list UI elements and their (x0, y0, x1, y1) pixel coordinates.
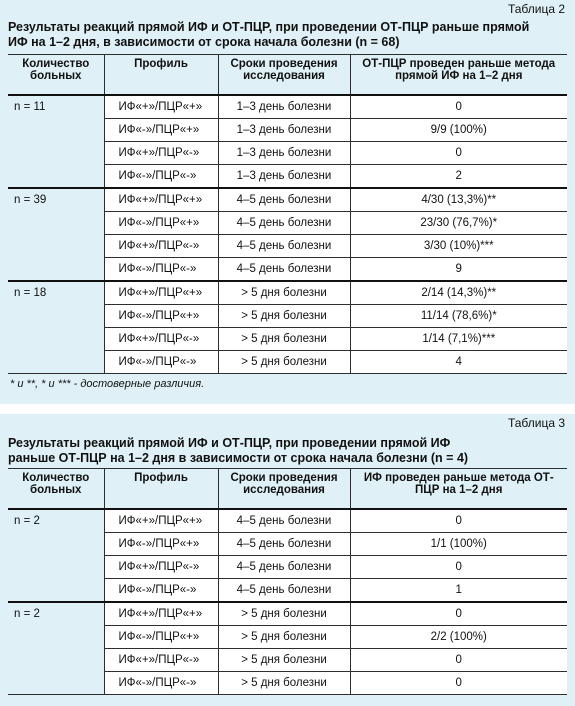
result-cell: 0 (350, 649, 567, 672)
profile-cell: ИФ«-»/ПЦР«-» (104, 351, 218, 374)
term-cell: > 5 дня болезни (218, 602, 350, 626)
profile-cell: ИФ«-»/ПЦР«+» (104, 305, 218, 328)
profile-cell: ИФ«+»/ПЦР«+» (104, 95, 218, 119)
profile-cell: ИФ«+»/ПЦР«+» (104, 188, 218, 212)
group-count-cell: n = 11 (8, 95, 104, 188)
table-row (8, 188, 567, 212)
result-cell: 9/9 (100%) (350, 119, 567, 142)
profile-cell: ИФ«-»/ПЦР«+» (104, 533, 218, 556)
term-cell: 1–3 день болезни (218, 95, 350, 119)
column-header-count: Количество больных (8, 469, 104, 510)
result-cell: 1/1 (100%) (350, 533, 567, 556)
result-cell: 0 (350, 556, 567, 579)
table-3 (8, 468, 567, 695)
profile-cell: ИФ«+»/ПЦР«+» (104, 509, 218, 533)
term-cell: 4–5 день болезни (218, 579, 350, 603)
table-row (8, 509, 567, 533)
term-cell: 4–5 день болезни (218, 235, 350, 258)
separator (0, 404, 575, 414)
term-cell: 4–5 день болезни (218, 258, 350, 282)
profile-cell: ИФ«+»/ПЦР«-» (104, 556, 218, 579)
column-header-profile: Профиль (104, 469, 218, 510)
profile-cell: ИФ«+»/ПЦР«-» (104, 649, 218, 672)
group-count-cell: n = 18 (8, 281, 104, 374)
column-header-result: ИФ проведен раньше метода ОТ-ПЦР на 1–2 дня (350, 469, 567, 510)
table-row (8, 281, 567, 305)
group-count-cell: n = 39 (8, 188, 104, 281)
table-3-body (8, 509, 567, 695)
profile-cell: ИФ«-»/ПЦР«-» (104, 258, 218, 282)
profile-cell: ИФ«-»/ПЦР«+» (104, 119, 218, 142)
result-cell: 1 (350, 579, 567, 603)
group-count-cell: n = 2 (8, 602, 104, 695)
result-cell: 3/30 (10%)*** (350, 235, 567, 258)
table-3-caption: Таблица 3 (507, 416, 565, 430)
caption-row (0, 0, 575, 16)
column-header-profile: Профиль (104, 55, 218, 96)
term-cell: 4–5 день болезни (218, 188, 350, 212)
result-cell: 2 (350, 165, 567, 189)
result-cell: 4 (350, 351, 567, 374)
result-cell: 2/2 (100%) (350, 626, 567, 649)
table-3-header-row (8, 469, 567, 510)
term-cell: 4–5 день болезни (218, 556, 350, 579)
profile-cell: ИФ«+»/ПЦР«-» (104, 142, 218, 165)
table-2-title (0, 16, 575, 54)
result-cell: 1/14 (7,1%)*** (350, 328, 567, 351)
term-cell: > 5 дня болезни (218, 626, 350, 649)
result-cell: 0 (350, 672, 567, 695)
profile-cell: ИФ«+»/ПЦР«-» (104, 328, 218, 351)
table-2-body (8, 95, 567, 374)
term-cell: 4–5 день болезни (218, 509, 350, 533)
profile-cell: ИФ«+»/ПЦР«+» (104, 281, 218, 305)
result-cell: 0 (350, 95, 567, 119)
result-cell: 4/30 (13,3%)** (350, 188, 567, 212)
profile-cell: ИФ«+»/ПЦР«-» (104, 235, 218, 258)
table-3-title (0, 430, 575, 468)
term-cell: > 5 дня болезни (218, 672, 350, 695)
profile-cell: ИФ«-»/ПЦР«-» (104, 672, 218, 695)
group-count-cell: n = 2 (8, 509, 104, 602)
table-3-title-line-1: Результаты реакций прямой ИФ и ОТ-ПЦР, при проведении прямой ИФ (8, 436, 451, 450)
profile-cell: ИФ«-»/ПЦР«+» (104, 626, 218, 649)
term-cell: 4–5 день болезни (218, 533, 350, 556)
table-row (8, 602, 567, 626)
result-cell: 0 (350, 509, 567, 533)
result-cell: 0 (350, 602, 567, 626)
table-row (8, 95, 567, 119)
column-header-term: Сроки проведения исследования (218, 469, 350, 510)
term-cell: > 5 дня болезни (218, 351, 350, 374)
column-header-result: ОТ-ПЦР проведен раньше метода прямой ИФ на 1–2 дня (350, 55, 567, 96)
column-header-term: Сроки проведения исследования (218, 55, 350, 96)
table-3-block (0, 414, 575, 706)
profile-cell: ИФ«-»/ПЦР«-» (104, 579, 218, 603)
term-cell: > 5 дня болезни (218, 328, 350, 351)
result-cell: 11/14 (78,6%)* (350, 305, 567, 328)
table-2-title-line-1: Результаты реакций прямой ИФ и ОТ-ПЦР, при проведении ОТ-ПЦР раньше прямой (8, 20, 530, 34)
table-2 (8, 54, 567, 374)
table-2-header-row (8, 55, 567, 96)
term-cell: 1–3 день болезни (218, 142, 350, 165)
term-cell: 1–3 день болезни (218, 165, 350, 189)
profile-cell: ИФ«+»/ПЦР«+» (104, 602, 218, 626)
column-header-count: Количество больных (8, 55, 104, 96)
profile-cell: ИФ«-»/ПЦР«+» (104, 212, 218, 235)
result-cell: 2/14 (14,3%)** (350, 281, 567, 305)
table-2-title-line-2: ИФ на 1–2 дня, в зависимости от срока начала болезни (n = 68) (8, 35, 400, 49)
term-cell: > 5 дня болезни (218, 305, 350, 328)
result-cell: 0 (350, 142, 567, 165)
table-3-title-line-2: раньше ОТ-ПЦР на 1–2 дня в зависимости от срока начала болезни (n = 4) (8, 451, 469, 465)
result-cell: 23/30 (76,7%)* (350, 212, 567, 235)
term-cell: 1–3 день болезни (218, 119, 350, 142)
table-2-caption: Таблица 2 (507, 2, 565, 16)
caption-row (0, 414, 575, 430)
term-cell: 4–5 день болезни (218, 212, 350, 235)
result-cell: 9 (350, 258, 567, 282)
table-2-footnote: * и **, * и *** - достоверные различия. (10, 378, 205, 390)
term-cell: > 5 дня болезни (218, 281, 350, 305)
term-cell: > 5 дня болезни (218, 649, 350, 672)
profile-cell: ИФ«-»/ПЦР«-» (104, 165, 218, 189)
